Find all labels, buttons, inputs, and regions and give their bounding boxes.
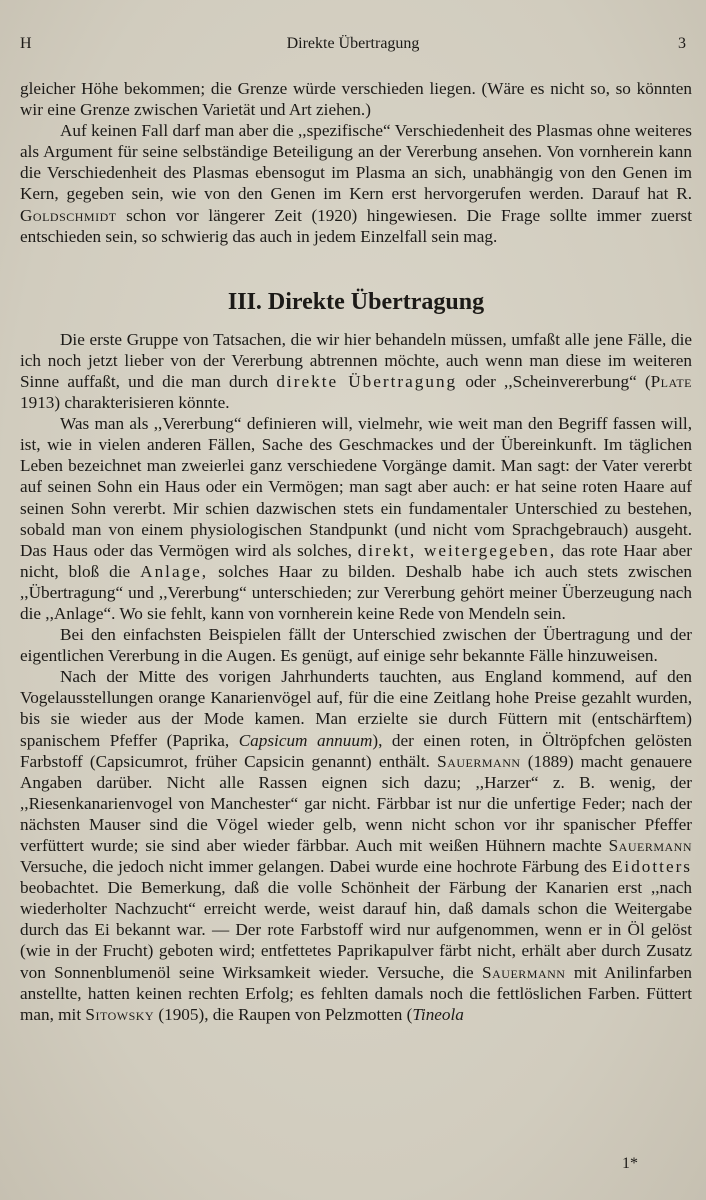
spaced-term: direkte Übertragung xyxy=(276,371,458,391)
spaced-term: Eidotters xyxy=(611,857,692,877)
author-name: Plate xyxy=(650,371,693,391)
running-title: Direkte Übertragung xyxy=(286,35,420,52)
text: Versuche, die jedoch nicht immer gelangen. Dabei wurde eine hochrote Färbung des xyxy=(20,857,607,877)
text: oder ,,Scheinvererbung“ ( xyxy=(465,371,651,391)
author-name: Goldschmidt xyxy=(20,205,117,225)
author-name: Sauermann xyxy=(437,751,521,771)
page-number: 3 xyxy=(678,35,686,52)
signature-mark: 1* xyxy=(622,1155,638,1172)
page-body xyxy=(20,78,692,1025)
species-name: Capsicum annuum xyxy=(238,730,373,750)
text: Nach der Mitte des vorigen Jahrhunderts tauchten, aus England kommend, auf den Vogelausstellungen orange Kanarienvögel auf, für die eine Zeitlang hohe Preise gezahlt wurden, bis sie wieder aus der Mode kamen. Man erzielte sie durch Füttern mit (entschärftem) spanischem Pfeffer (Paprika, xyxy=(20,667,692,750)
author-name: Sitowsky xyxy=(85,1004,155,1024)
text: Was man als ,,Vererbung“ definieren will, vielmehr, wie weit man den Begriff fassen will, ist, wie in vielen anderen Fällen, Sache des Geschmackes und der Übereinkunft. Im täglichen Leben bezeichnet man zweierlei ganz verschiedene Vorgänge damit. Man sagt: der Vater vererbt auf seinen Sohn ein Haus oder ein Vermögen; man sagt aber auch: er hat seine roten Haare auf seinen Sohn vererbt. Mir schien dazwischen stets ein fundamentaler Unterschied zu bestehen, sobald man von einem physiologischen Standpunkt (und nicht vom Sprachgebrauch) ausgeht. Das Haus oder das Vermögen wird als solches, xyxy=(20,414,692,560)
paragraph-plasma xyxy=(20,120,692,247)
text: (1905), die Raupen von Pelzmotten ( xyxy=(158,1004,413,1024)
text: 1913) charakterisieren könnte. xyxy=(20,393,230,413)
paragraph-definition xyxy=(20,413,692,624)
text: Die erste Gruppe von Tatsachen, die wir hier behandeln müssen, umfaßt alle jene Fälle, die ich noch jetzt lieber von der Vererbung abtrennen möchte, auch wenn man diese im weiteren Sinne auffaßt, und die man durch xyxy=(20,329,692,391)
header-left-mark: H xyxy=(20,35,32,52)
paragraph-intro xyxy=(20,329,692,413)
text: gleicher Höhe bekommen; die Grenze würde verschieden liegen. (Wäre es nicht so, so könnten wir eine Grenze zwischen Varietät und Art ziehen.) xyxy=(20,79,692,120)
text: beobachtet. Die Bemerkung, daß die volle Schönheit der Färbung der Kanarien erst ,,nach wiederholter Nachzucht“ erreicht werde, weist darauf hin, daß damals schon die Weitergabe durch das Ei bekannt war. — Der rote Farbstoff wird nur aufgenommen, wenn er in Öl gelöst (wie in der Frucht) geboten wird; entfettetes Paprikapulver färbt nicht, erhält aber durch Zusatz von Sonnenblumenöl seine Wirksamkeit wieder. Versuche, die xyxy=(20,878,692,982)
spaced-term: direkt, weitergegeben, xyxy=(357,540,557,560)
section-heading: III. Direkte Übertragung xyxy=(227,288,485,315)
text: Bei den einfachsten Beispielen fällt der Unterschied zwischen der Übertragung und der eigentlichen Vererbung in die Augen. Es genügt, auf einige sehr bekannte Fälle hinzuweisen. xyxy=(20,625,692,666)
paragraph-canaries xyxy=(20,666,692,1025)
spaced-term: Anlage, xyxy=(140,561,209,581)
text: (1889) macht genauere Angaben darüber. Nicht alle Rassen eignen sich dazu; ,,Harzer“ z. B. wenig, der ,,Riesenkanarienvogel von Manchester“ gar nicht. Färbbar ist nur die unfertige Feder; nach der nächsten Mauser sind die Vögel wieder gelb, wenn nicht schon vor ihr spanischer Pfeffer verfüttert wurde; sie sind aber wieder färbbar. Auch mit weißen Hühnern machte xyxy=(20,751,693,855)
paragraph-examples xyxy=(20,624,692,666)
text: das rote Haar aber nicht, bloß die xyxy=(20,540,693,581)
author-name: Sauermann xyxy=(608,836,693,855)
text: Auf keinen Fall darf man aber die ,,spezifische“ Verschiedenheit des Plasmas ohne weiteres als Argument für seine selbständige Beteiligung an der Vererbung ansehen. Von vornherein kann die Verschiedenheit des Plasmas ebensogut im Plasma an sich, unabhängig von den Genen im Kern, gegeben sein, wie von den Genen im Kern erst hervorgerufen werden. Darauf hat R. xyxy=(20,121,692,204)
text: schon vor längerer Zeit (1920) hingewiesen. Die Frage sollte immer zuerst entschieden sein, so schwierig das auch in jedem Einzelfall sein mag. xyxy=(20,205,693,246)
paragraph-continuation xyxy=(20,78,692,120)
author-name: Sauermann xyxy=(482,962,566,982)
text: mit Anilinfarben anstellte, hatten keinen rechten Erfolg; es fehlten damals noch die fettlöslichen Farben. Füttert man, mit xyxy=(20,962,692,1024)
text: ), der einen roten, in Öltröpfchen gelösten Farbstoff (Capsicumrot, früher Capsicin genannt) enthält. xyxy=(20,730,692,771)
text: solches Haar zu bilden. Deshalb habe ich auch stets zwischen ,,Übertragung“ und ,,Vererbung“ unterschieden; zur Vererbung gehört meiner Überzeugung nach die ,,Anlage“. Wo sie fehlt, kann von vornherein keine Rede von Mendeln sein. xyxy=(20,561,693,623)
running-header xyxy=(20,35,686,57)
species-name: Tineola xyxy=(412,1004,464,1024)
